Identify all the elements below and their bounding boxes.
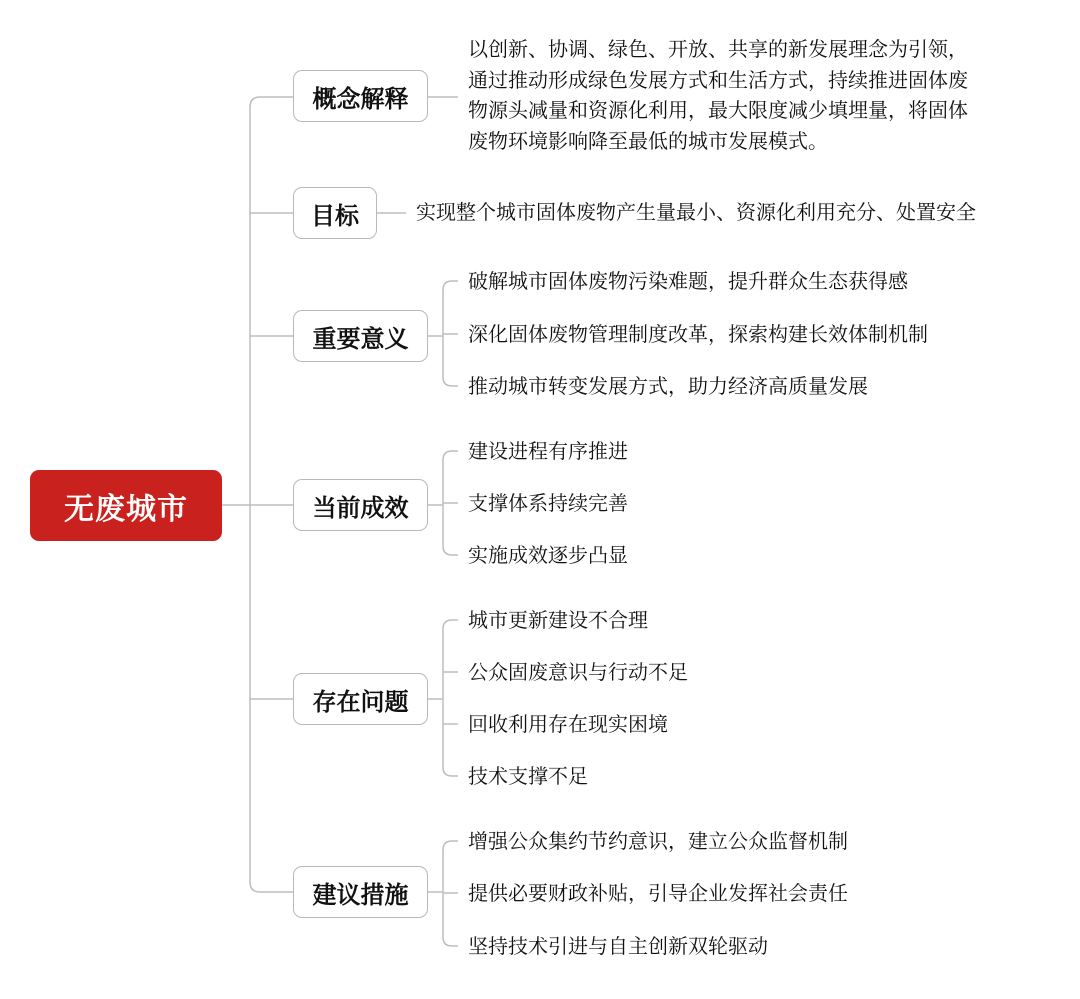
results-bracket xyxy=(428,451,458,555)
problems-bracket xyxy=(428,620,458,776)
leaf-node[interactable]: 支撑体系持续完善 xyxy=(468,491,628,515)
leaf-node[interactable]: 技术支撑不足 xyxy=(468,764,588,788)
leaf-node[interactable]: 破解城市固体废物污染难题，提升群众生态获得感 xyxy=(468,269,908,293)
leaf-node[interactable]: 提供必要财政补贴，引导企业发挥社会责任 xyxy=(468,881,848,905)
leaf-node[interactable]: 增强公众集约节约意识，建立公众监督机制 xyxy=(468,829,848,853)
leaf-node[interactable]: 城市更新建设不合理 xyxy=(468,608,648,632)
leaf-node[interactable]: 回收利用存在现实困境 xyxy=(468,712,668,736)
trunk-line xyxy=(250,97,293,892)
leaf-node[interactable]: 深化固体废物管理制度改革，探索构建长效体制机制 xyxy=(468,322,928,346)
branch-concept[interactable]: 概念解释 xyxy=(293,70,428,122)
branch-results[interactable]: 当前成效 xyxy=(293,479,428,531)
concept-line: 废物环境影响降至最低的城市发展模式。 xyxy=(468,128,828,153)
branch-problems[interactable]: 存在问题 xyxy=(293,673,428,725)
root-node[interactable]: 无废城市 xyxy=(30,470,222,541)
branch-suggestions[interactable]: 建议措施 xyxy=(293,866,428,918)
leaf-node[interactable]: 推动城市转变发展方式，助力经济高质量发展 xyxy=(468,374,868,398)
leaf-node[interactable]: 公众固废意识与行动不足 xyxy=(468,660,688,684)
leaf-node[interactable]: 实施成效逐步凸显 xyxy=(468,543,628,567)
concept-line: 通过推动形成绿色发展方式和生活方式，持续推进固体废 xyxy=(468,67,968,92)
leaf-node[interactable]: 建设进程有序推进 xyxy=(468,439,628,463)
concept-description xyxy=(468,34,968,156)
branch-significance[interactable]: 重要意义 xyxy=(293,310,428,362)
branch-goal[interactable]: 目标 xyxy=(293,187,377,239)
leaf-node[interactable]: 坚持技术引进与自主创新双轮驱动 xyxy=(468,934,768,958)
concept-line: 以创新、协调、绿色、开放、共享的新发展理念为引领， xyxy=(468,37,968,61)
significance-bracket xyxy=(428,281,458,386)
suggestions-bracket xyxy=(428,841,458,946)
goal-text: 实现整个城市固体废物产生量最小、资源化利用充分、处置安全 xyxy=(416,200,976,224)
concept-line: 物源头减量和资源化利用，最大限度减少填埋量，将固体 xyxy=(468,98,968,122)
